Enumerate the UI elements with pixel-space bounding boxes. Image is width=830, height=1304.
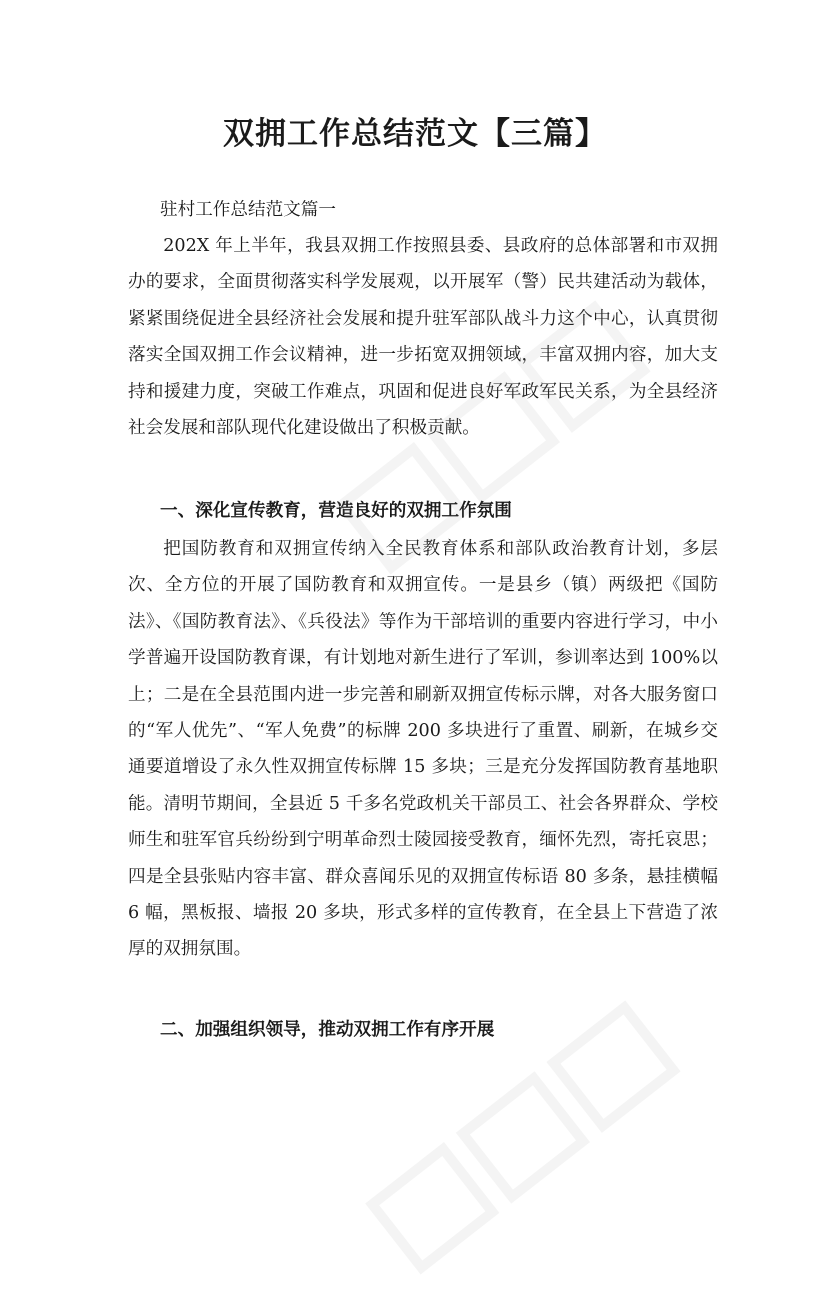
- document-title: 双拥工作总结范文【三篇】: [223, 116, 607, 152]
- intro-paragraph: 202X 年上半年，我县双拥工作按照县委、县政府的总体部署和市双拥办的要求，全面贯彻落实科学发展观，以开展军（警）民共建活动为载体，紧紧围绕促进全县经济社会发展和提升驻军部队战斗力这个中心，认真贯彻落实全国双拥工作会议精神，进一步拓宽双拥领域，丰富双拥内容，加大支持和援建力度，突破工作难点，巩固和促进良好军政军民关系，为全县经济社会发展和部队现代化建设做出了积极贡献。: [128, 236, 718, 439]
- section-1-body: 把国防教育和双拥宣传纳入全民教育体系和部队政治教育计划，多层次、全方位的开展了国防教育和双拥宣传。一是县乡（镇）两级把《国防法》、《国防教育法》、《兵役法》等作为干部培训的重要内容进行学习，中小学普遍开设国防教育课，有计划地对新生进行了军训，参训率达到 100%以上；二是在全县范围内进一步完善和刷新双拥宣传标示牌，对各大服务窗口的“军人优先”、“军人免费”的标牌 200 多块进行了重置、刷新，在城乡交通要道增设了永久性双拥宣传标牌 15 多块；三是充分发挥国防教育基地职能。清明节期间，全县近 5 千多名党政机关干部员工、社会各界群众、学校师生和驻军官兵纷纷到宁明革命烈士陵园接受教育，缅怀先烈，寄托哀思；四是全县张贴内容丰富、群众喜闻乐见的双拥宣传标语 80 多条，悬挂横幅 6 幅，黑板报、墙报 20 多块，形式多样的宣传教育，在全县上下营造了浓厚的双拥氛围。: [128, 539, 718, 960]
- section-2-heading: 二、加强组织领导，推动双拥工作有序开展: [160, 1019, 495, 1040]
- section-1-heading: 一、深化宣传教育，营造良好的双拥工作氛围: [160, 500, 512, 521]
- document-subtitle: 驻村工作总结范文篇一: [160, 200, 336, 220]
